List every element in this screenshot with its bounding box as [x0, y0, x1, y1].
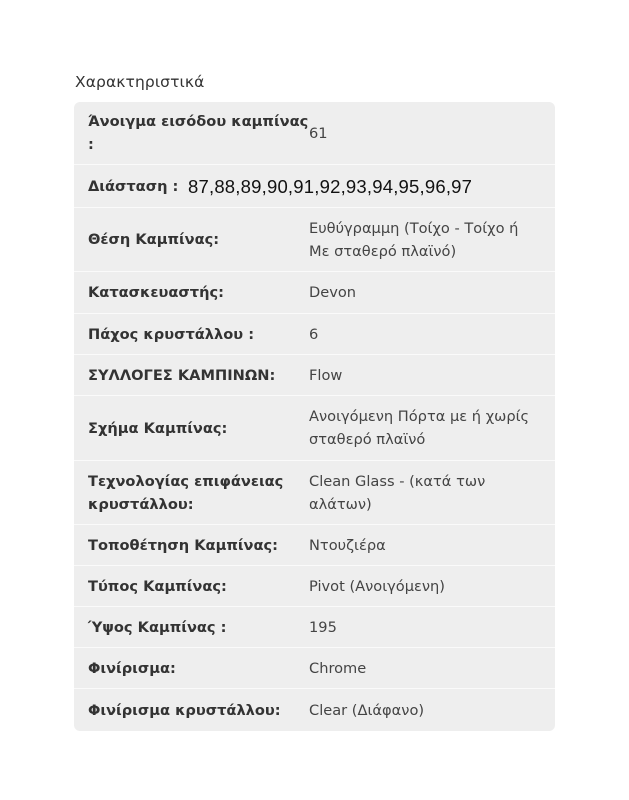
spec-label: Φινίρισμα κρυστάλλου:	[88, 701, 281, 719]
spec-value: Clear (Διάφανο)	[309, 701, 425, 719]
spec-row-glass-thickness	[74, 314, 555, 355]
spec-row-dimension	[74, 165, 555, 208]
spec-value: Chrome	[309, 659, 367, 677]
spec-label: Τύπος Καμπίνας:	[88, 577, 227, 595]
spec-label: Τεχνολογίας επιφάνειας κρυστάλλου:	[88, 472, 284, 513]
spec-label: Θέση Καμπίνας:	[88, 231, 220, 248]
spec-value: Ντουζιέρα	[309, 536, 386, 554]
spec-row-finish	[74, 648, 555, 689]
spec-value: 6	[309, 325, 319, 343]
spec-label: Ύψος Καμπίνας :	[88, 618, 227, 636]
spec-label: Πάχος κρυστάλλου :	[88, 325, 255, 343]
spec-label: Κατασκευαστής:	[88, 284, 224, 301]
spec-row-cabin-shape	[74, 396, 555, 461]
spec-value: Ανοιγόμενη Πόρτα με ή χωρίς σταθερό πλαϊνό	[309, 408, 530, 448]
spec-value: 87,88,89,90,91,92,93,94,95,96,97	[188, 175, 473, 197]
spec-value: Clean Glass - (κατά των αλάτων)	[309, 472, 486, 513]
spec-row-cabin-position	[74, 208, 555, 272]
spec-value: Devon	[309, 284, 357, 301]
spec-value: Pivot (Ανοιγόμενη)	[309, 577, 445, 595]
spec-label: Φινίρισμα:	[88, 659, 176, 677]
spec-row-glass-finish	[74, 689, 555, 731]
spec-value: Flow	[309, 366, 343, 384]
spec-label: Σχήμα Καμπίνας:	[88, 419, 228, 437]
spec-row-collections	[74, 355, 555, 396]
spec-value: 61	[309, 124, 328, 142]
spec-label: ΣΥΛΛΟΓΕΣ ΚΑΜΠΙΝΩΝ:	[88, 366, 276, 384]
spec-value: 195	[309, 618, 337, 636]
spec-row-cabin-type	[74, 566, 555, 607]
spec-row-glass-technology	[74, 461, 555, 525]
spec-value: Ευθύγραμμη (Τοίχο - Τοίχο ή Με σταθερό πλαϊνό)	[309, 219, 519, 260]
spec-row-entrance-opening	[74, 102, 555, 165]
section-title: Χαρακτηριστικά	[75, 73, 205, 91]
spec-row-cabin-installation	[74, 525, 555, 566]
spec-row-cabin-height	[74, 607, 555, 648]
spec-label: Διάσταση :	[88, 177, 179, 195]
spec-label: Τοποθέτηση Καμπίνας:	[88, 536, 278, 554]
specs-table	[74, 102, 555, 731]
spec-row-manufacturer	[74, 272, 555, 314]
spec-label: Άνοιγμα εισόδου καμπίνας :	[88, 113, 309, 153]
